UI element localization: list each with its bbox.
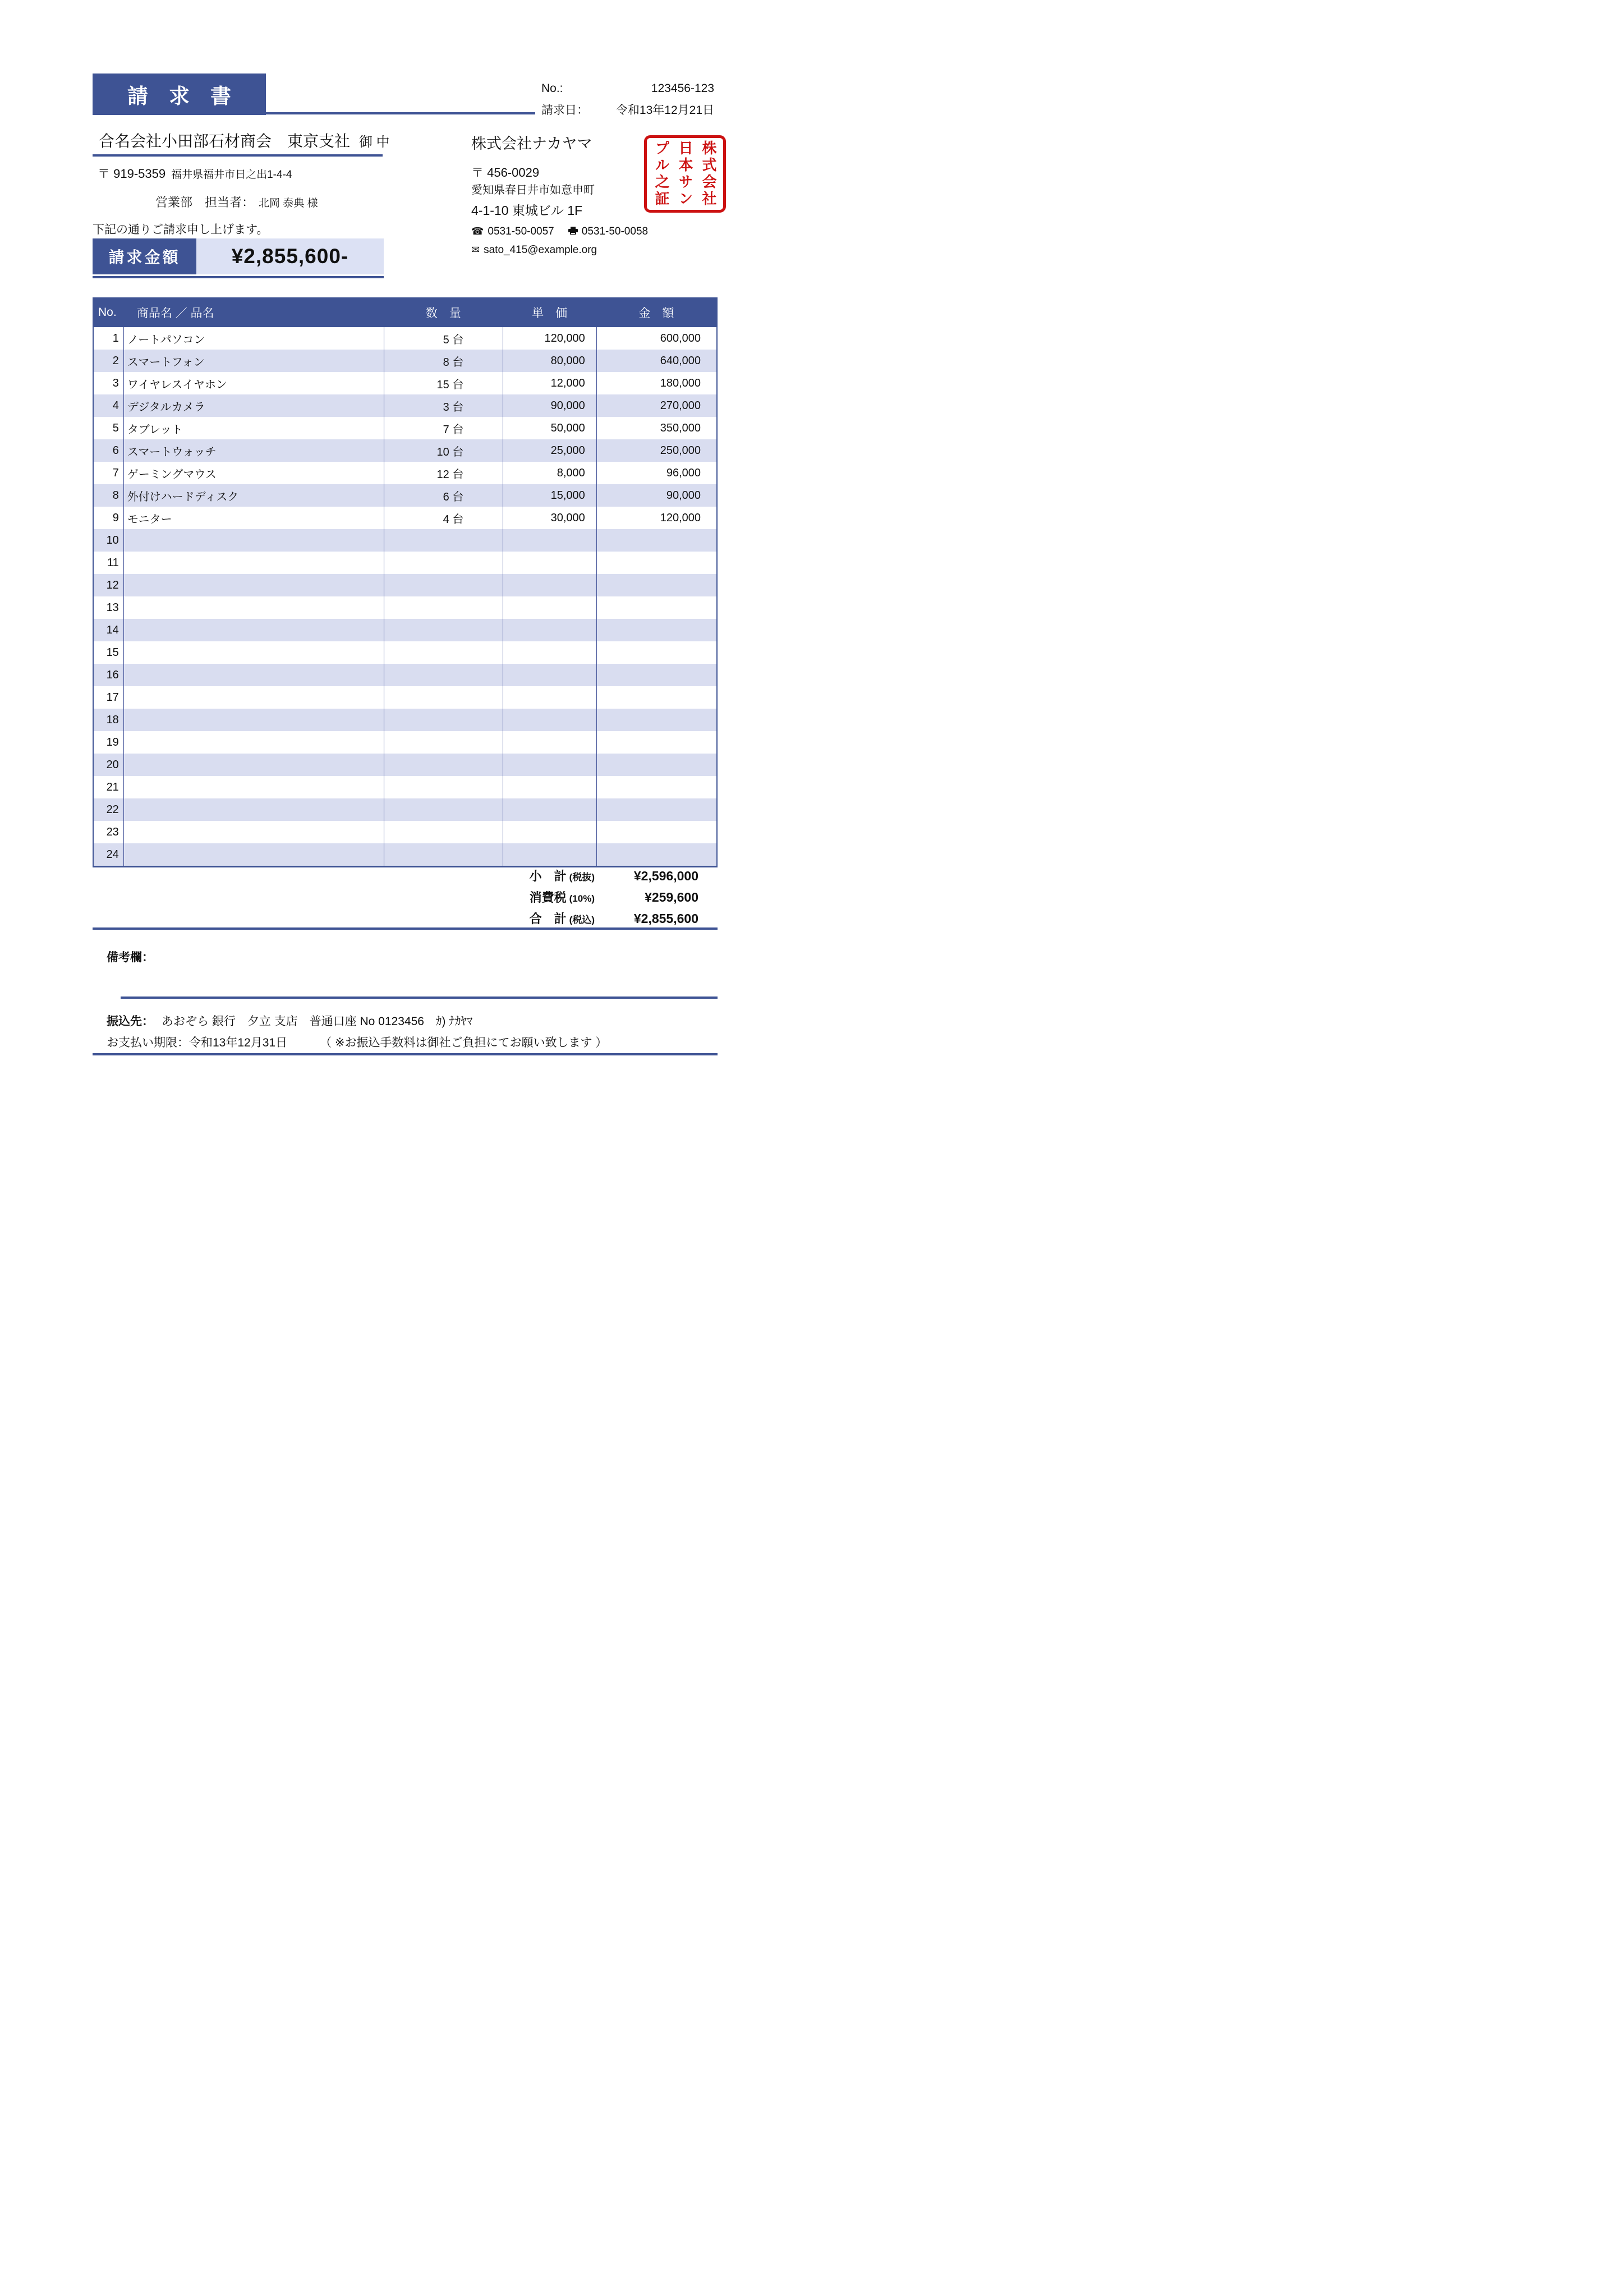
subtotal-value: ¥2,596,000 [633, 869, 698, 883]
recipient-contact-person: 北岡 泰典 様 [259, 198, 318, 209]
recipient-contact-line [155, 193, 318, 210]
cell-name [123, 843, 384, 866]
cell-qty: 10 台 [384, 439, 503, 462]
cell-name [123, 709, 384, 731]
cell-amount: 96,000 [596, 462, 716, 484]
cell-amount [596, 686, 716, 709]
sender-fax: 0531-50-0058 [581, 226, 649, 237]
billing-underline-rule [93, 276, 384, 278]
cell-qty [384, 821, 503, 843]
invoice-number-value: 123456-123 [651, 82, 714, 95]
table-row [94, 798, 716, 821]
cell-amount [596, 641, 716, 664]
cell-price [503, 664, 596, 686]
cell-amount [596, 821, 716, 843]
cell-amount: 640,000 [596, 350, 716, 372]
cell-name: モニター [123, 507, 384, 529]
cell-name [123, 798, 384, 821]
cell-no: 15 [106, 646, 119, 659]
cell-name [123, 664, 384, 686]
table-row [94, 507, 716, 529]
cell-amount: 350,000 [596, 417, 716, 439]
cell-name: ワイヤレスイヤホン [123, 372, 384, 394]
cell-name [123, 574, 384, 596]
cell-price: 80,000 [503, 350, 596, 372]
title-underline-rule [266, 112, 535, 114]
company-seal-stamp [644, 135, 726, 213]
cell-price [503, 574, 596, 596]
invoice-number-row [541, 82, 714, 95]
recipient-department: 営業部 担当者： [155, 195, 255, 209]
invoice-page [0, 0, 812, 1148]
header-amount: 金 額 [638, 306, 674, 320]
table-row [94, 439, 716, 462]
cell-qty [384, 686, 503, 709]
cell-no: 5 [112, 421, 119, 434]
cell-name [123, 596, 384, 619]
grand-total-value: ¥2,855,600 [633, 911, 698, 926]
table-row [94, 394, 716, 417]
cell-qty [384, 754, 503, 776]
cell-no: 7 [112, 466, 119, 479]
payment-deadline-line [107, 1034, 607, 1050]
table-row [94, 664, 716, 686]
cell-qty: 15 台 [384, 372, 503, 394]
cell-name [123, 686, 384, 709]
totals-bottom-rule [93, 927, 718, 930]
sender-address-line2: 4-1-10 東城ビル 1F [471, 203, 583, 218]
cell-no: 6 [112, 444, 119, 457]
cell-price [503, 596, 596, 619]
cell-name: タブレット [123, 417, 384, 439]
cell-no: 10 [106, 534, 119, 547]
cell-no: 24 [106, 848, 119, 861]
cell-no: 11 [107, 556, 119, 569]
bank-transfer-label: 振込先： [107, 1015, 154, 1028]
payment-deadline-label: お支払い期限： [107, 1036, 189, 1049]
cell-price: 25,000 [503, 439, 596, 462]
recipient-underline-rule [93, 154, 383, 157]
cell-qty [384, 664, 503, 686]
cell-price: 90,000 [503, 394, 596, 417]
table-row [94, 619, 716, 641]
cell-name: スマートフォン [123, 350, 384, 372]
table-row [94, 574, 716, 596]
cell-qty [384, 529, 503, 552]
cell-qty [384, 552, 503, 574]
seal-column-2: 日本サン [677, 140, 693, 208]
cell-price [503, 552, 596, 574]
table-header-row [94, 297, 716, 327]
cell-no: 8 [112, 489, 119, 502]
cell-price [503, 754, 596, 776]
cell-qty [384, 574, 503, 596]
cell-price: 8,000 [503, 462, 596, 484]
sender-company-name: 株式会社ナカヤマ [471, 135, 592, 152]
cell-no: 3 [112, 376, 119, 389]
cell-price [503, 686, 596, 709]
cell-qty: 4 台 [384, 507, 503, 529]
cell-name: 外付けハードディスク [123, 484, 384, 507]
cell-no: 20 [106, 758, 119, 771]
cell-price [503, 798, 596, 821]
cell-price: 12,000 [503, 372, 596, 394]
table-row [94, 686, 716, 709]
grand-total-row [494, 910, 698, 926]
document-title-box [93, 74, 266, 115]
table-row [94, 821, 716, 843]
table-row [94, 731, 716, 754]
cell-amount: 270,000 [596, 394, 716, 417]
table-row [94, 462, 716, 484]
cell-name [123, 821, 384, 843]
cell-qty [384, 596, 503, 619]
table-row [94, 552, 716, 574]
billing-amount-label: 請求金額 [108, 249, 181, 266]
tax-note: (10%) [569, 893, 595, 904]
cell-qty [384, 843, 503, 866]
table-row [94, 417, 716, 439]
cell-no: 14 [106, 623, 119, 636]
cell-qty [384, 798, 503, 821]
cell-price [503, 776, 596, 798]
cell-price [503, 529, 596, 552]
cell-amount: 250,000 [596, 439, 716, 462]
header-quantity: 数 量 [425, 306, 461, 320]
sender-address-line1: 愛知県春日井市如意申町 [471, 184, 595, 196]
cell-qty [384, 709, 503, 731]
recipient-postal-code: 〒 919-5359 [98, 167, 166, 181]
cell-amount: 90,000 [596, 484, 716, 507]
cell-name [123, 619, 384, 641]
cell-name: ノートパソコン [123, 327, 384, 350]
bank-transfer-line [107, 1012, 472, 1029]
cell-price [503, 641, 596, 664]
cell-name [123, 529, 384, 552]
table-body [94, 327, 716, 866]
sender-email: sato_415@example.org [484, 244, 597, 256]
sender-postal-code: 〒 456-0029 [471, 166, 540, 180]
cell-amount: 120,000 [596, 507, 716, 529]
cell-qty [384, 619, 503, 641]
table-row [94, 529, 716, 552]
subtotal-note: (税抜) [569, 872, 595, 883]
header-unit-price: 単 価 [532, 306, 568, 320]
cell-qty: 7 台 [384, 417, 503, 439]
cell-no: 22 [106, 803, 119, 816]
cell-no: 16 [106, 668, 119, 681]
cell-no: 12 [106, 578, 119, 591]
cell-name: ゲーミングマウス [123, 462, 384, 484]
billing-amount-value-box [196, 238, 384, 274]
recipient-address: 福井県福井市日之出1-4-4 [171, 169, 292, 181]
cell-amount [596, 798, 716, 821]
table-row [94, 843, 716, 866]
invoice-date-row [541, 101, 714, 118]
document-title: 請 求 書 [127, 85, 231, 108]
cell-price [503, 821, 596, 843]
cell-no: 9 [112, 511, 119, 524]
sender-phone-fax-line [471, 225, 735, 238]
cell-name: デジタルカメラ [123, 394, 384, 417]
cell-qty [384, 776, 503, 798]
recipient-address-line [98, 164, 292, 182]
cell-no: 19 [106, 736, 119, 749]
page-bottom-rule [93, 1053, 718, 1055]
table-row [94, 596, 716, 619]
seal-column-1: 株式会社 [700, 140, 717, 208]
subtotal-row [494, 867, 698, 884]
cell-price: 15,000 [503, 484, 596, 507]
sender-mail-line [471, 244, 735, 257]
grand-total-note: (税込) [569, 915, 595, 925]
notes-label: 備考欄： [107, 951, 154, 964]
cell-amount [596, 754, 716, 776]
cell-no: 1 [112, 332, 119, 345]
cell-name [123, 754, 384, 776]
recipient-name-line [99, 129, 390, 151]
cell-amount [596, 552, 716, 574]
cell-no: 4 [112, 399, 119, 412]
table-row [94, 327, 716, 350]
notes-bottom-rule [121, 997, 718, 999]
cell-amount: 180,000 [596, 372, 716, 394]
intro-text: 下記の通りご請求申し上げます。 [93, 223, 269, 236]
cell-qty: 5 台 [384, 327, 503, 350]
cell-amount [596, 596, 716, 619]
phone-icon: ☎ [471, 226, 484, 237]
seal-column-3: プル之証 [653, 140, 670, 208]
table-row [94, 372, 716, 394]
cell-qty [384, 641, 503, 664]
bank-transfer-details: あおぞら 銀行 夕立 支店 普通口座 No 0123456 ｶ) ﾅｶﾔﾏ [162, 1015, 473, 1028]
cell-name [123, 552, 384, 574]
cell-amount [596, 664, 716, 686]
invoice-meta [541, 82, 714, 123]
cell-name: スマートウォッチ [123, 439, 384, 462]
payment-fee-note: （ ※お振込手数料は御社ご負担にてお願い致します ） [320, 1036, 608, 1049]
cell-price: 30,000 [503, 507, 596, 529]
tax-value: ¥259,600 [645, 890, 698, 904]
table-row [94, 350, 716, 372]
table-row [94, 776, 716, 798]
invoice-date-value: 令和13年12月21日 [615, 104, 714, 117]
cell-amount [596, 843, 716, 866]
subtotal-label: 小 計 [529, 869, 567, 883]
fax-icon [568, 225, 578, 238]
recipient-company-name: 合名会社小田部石材商会 東京支社 [99, 132, 351, 150]
billing-amount-value: ¥2,855,600- [231, 245, 349, 268]
billing-amount-label-box [93, 238, 196, 274]
cell-amount [596, 709, 716, 731]
cell-qty: 12 台 [384, 462, 503, 484]
cell-name [123, 731, 384, 754]
cell-price [503, 709, 596, 731]
tax-row [494, 888, 698, 905]
cell-no: 21 [106, 780, 119, 793]
cell-qty [384, 731, 503, 754]
cell-price [503, 843, 596, 866]
cell-amount [596, 731, 716, 754]
invoice-number-label: No.: [541, 82, 563, 95]
cell-no: 23 [106, 825, 119, 838]
invoice-date-label: 請求日： [541, 104, 588, 117]
grand-total-label: 合 計 [529, 912, 567, 926]
cell-name [123, 641, 384, 664]
recipient-honorific: 御 中 [359, 135, 390, 150]
tax-label: 消費税 [529, 890, 567, 904]
table-row [94, 484, 716, 507]
table-row [94, 709, 716, 731]
cell-amount [596, 574, 716, 596]
cell-name [123, 776, 384, 798]
cell-qty: 6 台 [384, 484, 503, 507]
cell-no: 18 [106, 713, 119, 726]
totals-block [494, 867, 698, 931]
header-item-name: 商品名 ／ 品名 [136, 306, 214, 320]
cell-no: 2 [112, 354, 119, 367]
items-table [93, 297, 718, 867]
cell-price: 50,000 [503, 417, 596, 439]
cell-price [503, 619, 596, 641]
table-row [94, 641, 716, 664]
sender-tel: 0531-50-0057 [488, 226, 554, 237]
payment-deadline-value: 令和13年12月31日 [189, 1036, 288, 1049]
cell-amount [596, 619, 716, 641]
email-icon: ✉ [471, 244, 480, 256]
cell-no: 13 [106, 601, 119, 614]
cell-qty: 8 台 [384, 350, 503, 372]
company-seal-text [650, 139, 720, 209]
table-row [94, 754, 716, 776]
cell-price: 120,000 [503, 327, 596, 350]
cell-qty: 3 台 [384, 394, 503, 417]
cell-amount: 600,000 [596, 327, 716, 350]
header-no: No. [98, 305, 117, 319]
cell-no: 17 [106, 691, 119, 704]
cell-price [503, 731, 596, 754]
cell-amount [596, 776, 716, 798]
cell-amount [596, 529, 716, 552]
